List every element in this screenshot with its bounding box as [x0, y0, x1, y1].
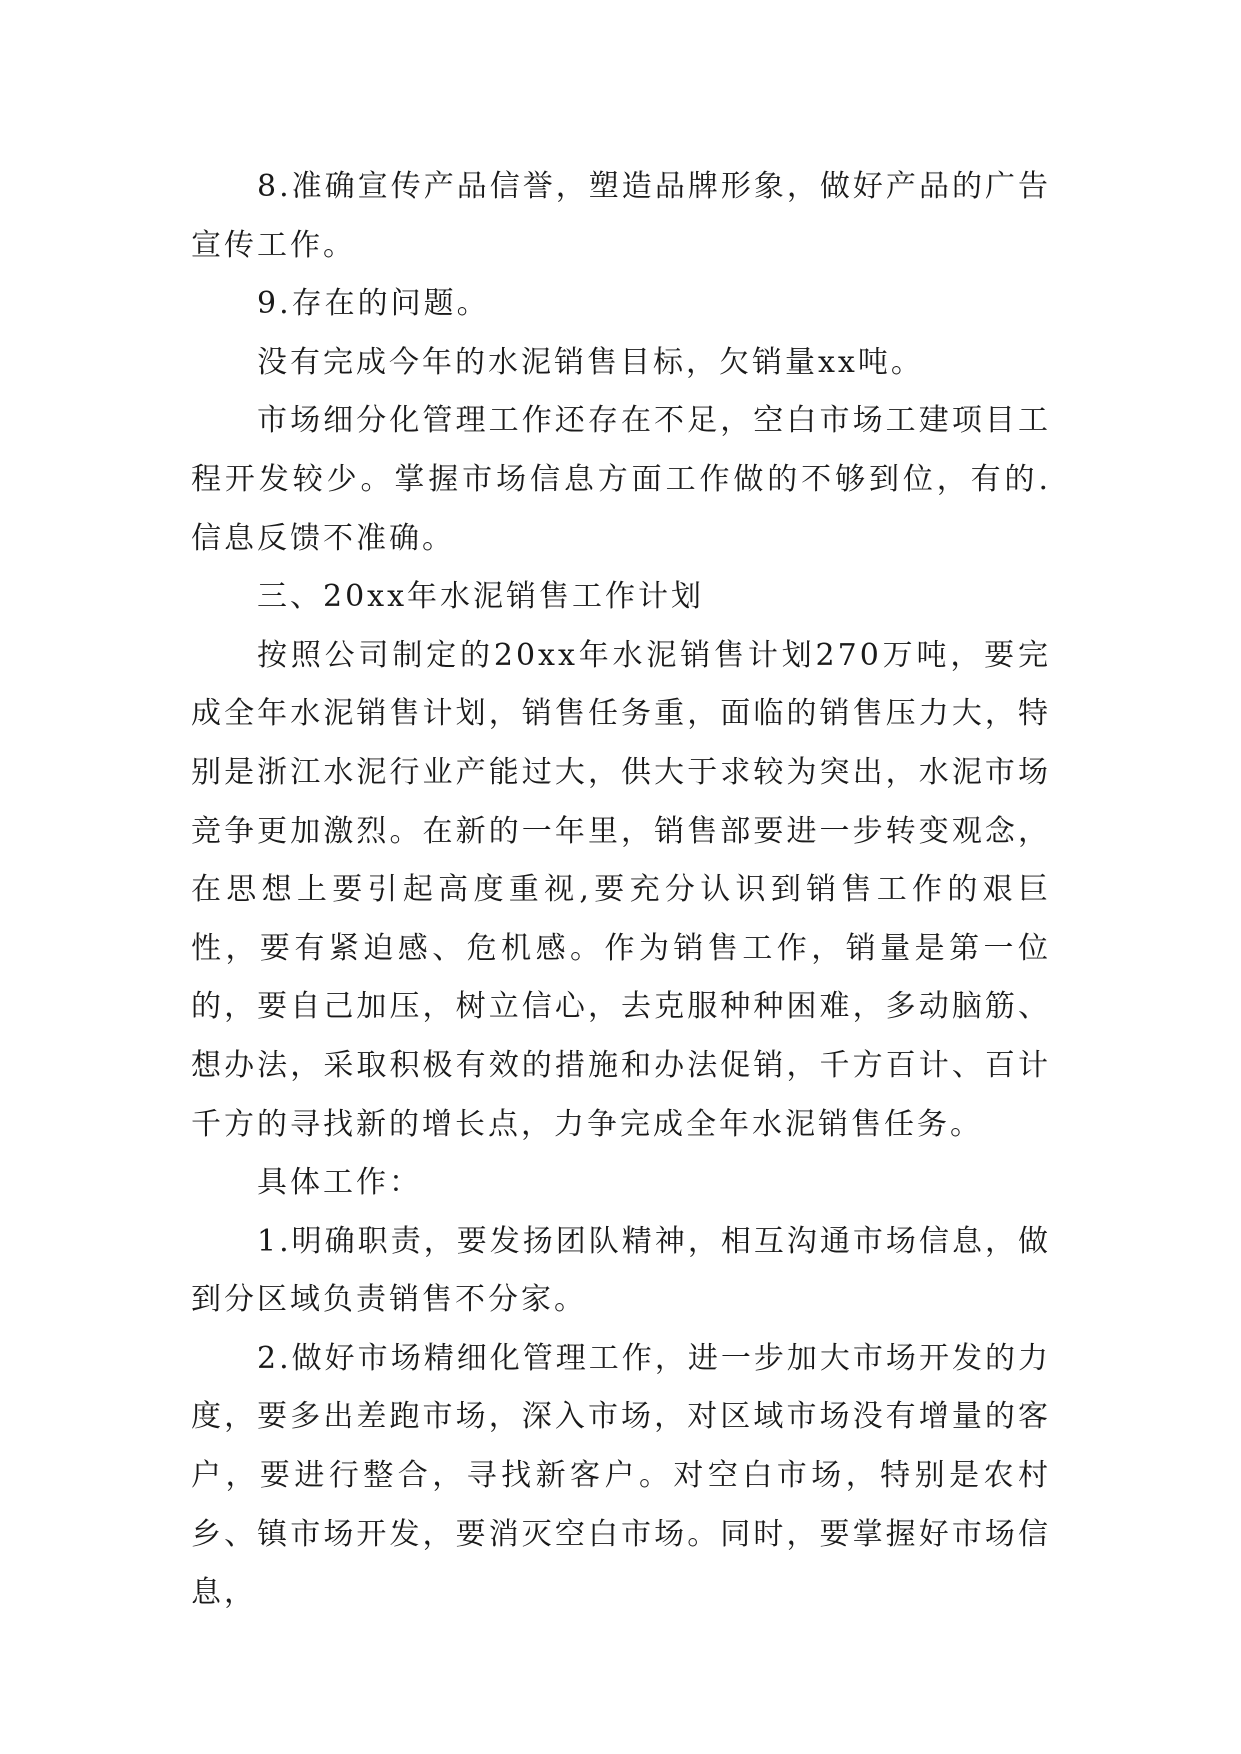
paragraph-item-8: 8.准确宣传产品信誉，塑造品牌形象，做好产品的广告宣传工作。: [191, 169, 1051, 263]
paragraph-item-1: 1.明确职责，要发扬团队精神，相互沟通市场信息，做到分区域负责销售不分家。: [191, 1223, 1051, 1318]
subheading-specific-work: 具体工作：: [257, 1165, 422, 1201]
paragraph-item-2: 2.做好市场精细化管理工作，进一步加大市场开发的力度，要多出差跑市场，深入市场，对区域市场没有增量的客户，要进行整合，寻找新客户。对空白市场，特别是农村乡、镇市场开发，要消灭空白市场。同时，要掌握好市场信息，: [191, 1340, 1051, 1611]
paragraph-market-management-shortfall: 市场细分化管理工作还存在不足，空白市场工建项目工程开发较少。掌握市场信息方面工作做的不够到位，有的.信息反馈不准确。: [191, 403, 1051, 556]
section-heading-sales-plan: 三、20xx年水泥销售工作计划: [257, 579, 705, 615]
paragraph-sales-target-missed: 没有完成今年的水泥销售目标，欠销量xx吨。: [257, 344, 924, 380]
paragraph-item-9-heading: 9.存在的问题。: [257, 286, 490, 322]
paragraph-sales-plan-overview: 按照公司制定的20xx年水泥销售计划270万吨，要完成全年水泥销售计划，销售任务重，面临的销售压力大，特别是浙江水泥行业产能过大，供大于求较为突出，水泥市场竞争更加激烈。在新的一年里，销售部要进一步转变观念，在思想上要引起高度重视,要充分认识到销售工作的艰巨性，要有紧迫感、危机感。作为销售工作，销量是第一位的，要自己加压，树立信心，去克服种种困难，多动脑筋、想办法，采取积极有效的措施和办法促销，千方百计、百计千方的寻找新的增长点，力争完成全年水泥销售任务。: [191, 637, 1051, 1142]
document-body: [191, 158, 1051, 1623]
